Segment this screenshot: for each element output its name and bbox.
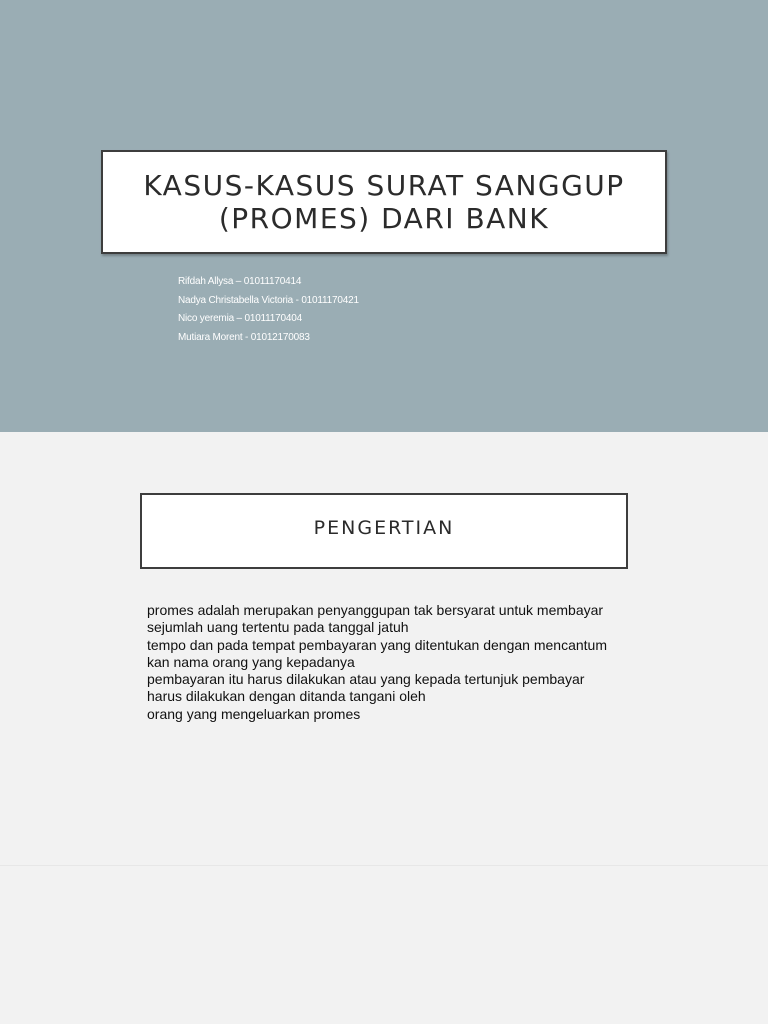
title-box [101, 150, 667, 254]
text-line: pembayaran itu harus dilakukan atau yang kepada tertunjuk pembayar [147, 671, 585, 688]
slide-heading: PENGERTIAN [313, 517, 455, 539]
definition-text [147, 602, 607, 723]
author-item: Nadya Christabella Victoria - 01011170421 [178, 294, 359, 306]
author-list [178, 273, 359, 347]
presentation-title: KASUS-KASUS SURAT SANGGUP (PROMES) DARI BANK [143, 169, 625, 235]
author-item: Rifdah Allysa – 01011170414 [178, 276, 302, 287]
text-line: orang yang mengeluarkan promes [147, 705, 361, 722]
definition-slide [0, 432, 768, 865]
text-line: promes adalah merupakan penyanggupan tak bersyarat untuk membayar [147, 602, 604, 618]
author-item: Mutiara Morent - 01012170083 [178, 331, 310, 343]
text-line: tempo dan pada tempat pembayaran yang ditentukan dengan mencantum [147, 636, 607, 653]
text-line: sejumlah uang tertentu pada tanggal jatuh [147, 619, 409, 636]
author-item: Nico yeremia – 01011170404 [178, 313, 302, 324]
blank-slide [0, 865, 768, 1024]
text-line: harus dilakukan dengan ditanda tangani oleh [147, 688, 426, 705]
text-line: kan nama orang yang kepadanya [147, 653, 355, 670]
title-slide [0, 0, 768, 432]
heading-box [140, 493, 628, 569]
